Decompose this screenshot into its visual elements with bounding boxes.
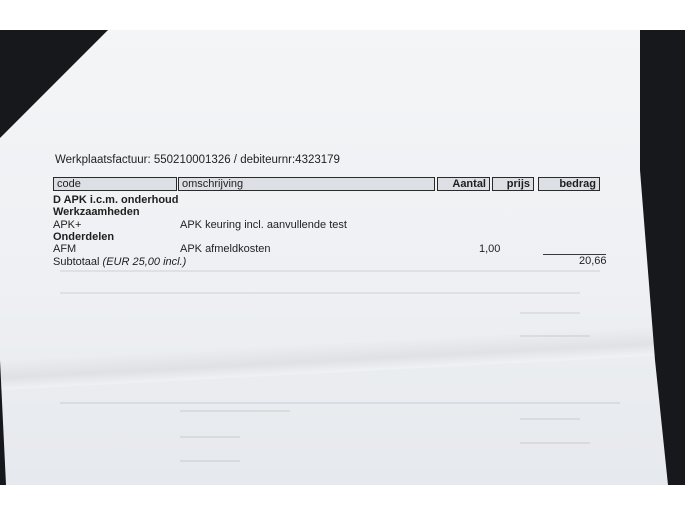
header-code: code <box>53 177 177 191</box>
group-title-onderdelen: Onderdelen <box>53 231 115 243</box>
show-through-line <box>60 292 580 294</box>
show-through-line <box>520 442 590 444</box>
header-omschrijving: omschrijving <box>178 177 435 191</box>
subtotal-amount: 20,66 <box>579 255 607 267</box>
row-code: AFM <box>53 243 77 255</box>
row-code: APK+ <box>53 219 82 231</box>
header-prijs: prijs <box>492 177 534 191</box>
section-title: D APK i.c.m. onderhoud <box>53 194 179 206</box>
show-through-line <box>520 335 590 337</box>
invoice-title-line: Werkplaatsfactuur: 550210001326 / debiteurnr:4323179 <box>55 154 340 166</box>
header-aantal: Aantal <box>437 177 490 191</box>
show-through-line <box>520 312 580 314</box>
show-through-line <box>180 436 240 438</box>
show-through-line <box>180 460 240 462</box>
group-title-werkzaamheden: Werkzaamheden <box>53 206 140 218</box>
show-through-line <box>180 410 290 412</box>
subtotal-note: (EUR 25,00 incl.) <box>102 256 187 268</box>
row-aantal: 1,00 <box>479 243 501 255</box>
photo-background <box>0 30 685 485</box>
row-omschrijving: APK keuring incl. aanvullende test <box>180 219 347 231</box>
invoice-document <box>0 30 685 485</box>
show-through-line <box>520 418 580 420</box>
row-omschrijving: APK afmeldkosten <box>180 243 271 255</box>
header-bedrag: bedrag <box>538 177 600 191</box>
show-through-line <box>60 270 600 272</box>
subtotal-label: Subtotaal <box>53 256 100 268</box>
show-through-line <box>60 402 620 404</box>
